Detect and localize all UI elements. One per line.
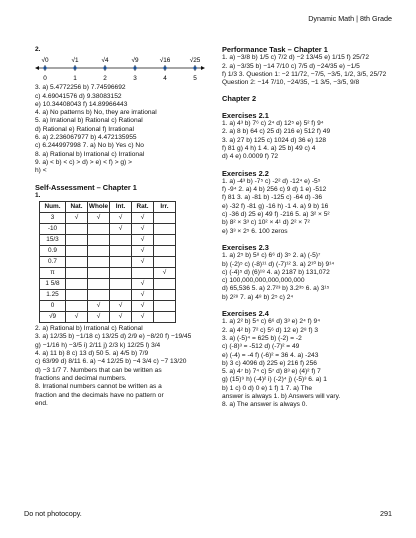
- numberline-root-labels: [41, 56, 200, 64]
- self-assessment-title: Self-Assessment – Chapter 1: [35, 183, 137, 192]
- table-cell: [154, 290, 176, 301]
- table-cell: √: [110, 224, 132, 235]
- answer-line: g) (15)⁹ h) (-4)² i) (-2)⁴ j) (-5)³ 6. a) 1: [222, 376, 327, 384]
- table-cell: [66, 279, 88, 290]
- exercise-title: Exercises 2.2: [222, 169, 269, 178]
- exercise-sections: [222, 104, 404, 410]
- numberline-tick-label: 1: [73, 75, 77, 83]
- table-cell: 15/3: [40, 235, 66, 246]
- answer-line: f) 1/3 3. Question 1: −2 11/72, −7/5, −3/5, 1/2, 3/5, 25/72: [222, 70, 387, 78]
- table-header-cell: Whole: [88, 202, 110, 213]
- table-cell: √: [154, 268, 176, 279]
- answer-line: 6. a) 2.236067977 b) 4.472135955: [35, 134, 137, 142]
- table-row: [40, 213, 176, 224]
- table-cell: [132, 268, 154, 279]
- table-cell: √: [110, 312, 132, 323]
- table-cell: √: [132, 235, 154, 246]
- answer-line: b) 8² × 3³ c) 10² × 4¹ d) 2² × 7²: [222, 219, 310, 227]
- question-2-answers: [35, 84, 209, 175]
- exercise-answers: [222, 318, 404, 409]
- table-cell: [154, 246, 176, 257]
- table-cell: [88, 235, 110, 246]
- table-cell: √: [132, 279, 154, 290]
- table-row: [40, 268, 176, 279]
- answer-line: 2. a) Rational b) Irrational c) Rational: [35, 325, 143, 333]
- answer-line: 1. a) 4³ b) 7⁶ c) 2⁴ d) 12⁵ e) 5² f) 9⁴: [222, 120, 324, 128]
- table-cell: [110, 279, 132, 290]
- answer-line: 2. a) 4² b) 7² c) 5⁶ d) 12 e) 2⁸ f) 3: [222, 326, 319, 334]
- table-cell: √: [66, 312, 88, 323]
- table-cell: 0.7: [40, 257, 66, 268]
- table-cell: [154, 235, 176, 246]
- answer-line: c) 63/99 d) 8/11 6. a) −4 12/25 b) −4 3/4 c) −7 13/20: [35, 358, 187, 366]
- exercise-title: Exercises 2.1: [222, 111, 269, 120]
- answer-line: 4. a) No patterns b) No, they are irrational: [35, 109, 157, 117]
- self-assessment-answers: [35, 325, 209, 408]
- numberline-tick-label: 3: [133, 75, 137, 83]
- table-cell: √: [132, 224, 154, 235]
- table-cell: [88, 279, 110, 290]
- answer-line: h) <: [35, 167, 47, 175]
- table-cell: [110, 246, 132, 257]
- table-cell: √: [132, 301, 154, 312]
- performance-task-answers: [222, 54, 404, 87]
- numberline-root-label: √4: [101, 57, 109, 65]
- table-cell: [66, 301, 88, 312]
- table-cell: √: [88, 301, 110, 312]
- table-cell: √: [88, 213, 110, 224]
- numberline-root-label: √16: [159, 57, 171, 65]
- table-cell: √: [88, 312, 110, 323]
- answer-line: c) (-8)³ = -512 d) (-7)² = 49: [222, 343, 300, 351]
- answer-line: 8. Irrational numbers cannot be written as a: [35, 383, 162, 391]
- table-cell: [66, 290, 88, 301]
- numberline-root-label: √1: [71, 57, 79, 65]
- exercise-answers: [222, 178, 404, 236]
- numberline-tick-label: 4: [163, 75, 167, 83]
- table-cell: [154, 257, 176, 268]
- table-cell: √: [132, 312, 154, 323]
- answer-line: e) -32 f) -81 g) -16 h) -1 4. a) 9 b) 16: [222, 202, 329, 210]
- answer-line: 1. a) 2⁵ b) 5⁸ c) 6⁶ d) 3⁵ 2. a) (-5)⁷: [222, 252, 321, 260]
- right-column: [222, 46, 404, 410]
- table-cell: √: [66, 213, 88, 224]
- table-row: [40, 312, 176, 323]
- answer-line: 2. a) 8 b) 64 c) 25 d) 216 e) 512 f) 49: [222, 128, 331, 136]
- page-header: Dynamic Math | 8th Grade: [308, 14, 392, 23]
- numberline-tick-label: 2: [103, 75, 107, 83]
- answer-line: b) 2²⁸ 7. a) 4⁸ b) 2⁵ c) 2⁴: [222, 293, 294, 301]
- answer-line: c) (-4)⁵ d) (6)¹⁸ 4. a) 2187 b) 131,072: [222, 268, 330, 276]
- table-row: [40, 246, 176, 257]
- footer-note: Do not photocopy.: [24, 509, 82, 518]
- answer-line: 1. a) −3/8 b) 1/5 c) 7/2 d) −2 13/45 e) 1/15 f) 25/72: [222, 54, 369, 62]
- table-cell: [88, 246, 110, 257]
- answer-line: answer is always 1. b) Answers will vary.: [222, 392, 341, 400]
- table-cell: [110, 257, 132, 268]
- performance-task-title: Performance Task – Chapter 1: [222, 46, 328, 54]
- table-row: [40, 301, 176, 312]
- answer-line: 9. a) < b) < c) > d) > e) < f) > g) >: [35, 158, 132, 166]
- table-cell: [66, 224, 88, 235]
- exercise-answers: [222, 120, 404, 161]
- table-cell: 0: [40, 301, 66, 312]
- answer-line: d) 4 e) 0.0009 f) 72: [222, 153, 279, 161]
- answer-line: b) 3 c) 4096 d) 225 e) 216 f) 256: [222, 359, 317, 367]
- answer-line: 5. a) 4⁷ b) 7⁴ c) 5⁷ d) 8³ e) (4)² f) 7: [222, 368, 321, 376]
- answer-line: fractions and decimal numbers.: [35, 374, 127, 382]
- answer-line: fraction and the decimals have no pattern or: [35, 391, 164, 399]
- number-classification-table: [39, 201, 176, 323]
- answer-line: 3. a) 5.4772256 b) 7.74596692: [35, 84, 126, 92]
- exercise-title: Exercises 2.3: [222, 243, 269, 252]
- table-cell: √: [132, 246, 154, 257]
- question-2-label: 2.: [35, 46, 41, 53]
- table-cell: [154, 213, 176, 224]
- table-header-cell: Int.: [110, 202, 132, 213]
- table-cell: √: [132, 257, 154, 268]
- answer-line: 5. a) Irrational b) Rational c) Rational: [35, 117, 143, 125]
- table-cell: [154, 279, 176, 290]
- table-row: [40, 224, 176, 235]
- numberline-tick-label: 5: [193, 75, 197, 83]
- exercise-title: Exercises 2.4: [222, 310, 269, 319]
- table-cell: -10: [40, 224, 66, 235]
- table-header-cell: Num.: [40, 202, 66, 213]
- table-row: [40, 279, 176, 290]
- answer-line: 3. a) 12/35 b) −1/18 c) 13/25 d) 2/9 e) −8/20 f) −19/45: [35, 333, 192, 341]
- table-cell: [110, 235, 132, 246]
- table-cell: [110, 268, 132, 279]
- answer-line: c) 6.244997998 7. a) No b) Yes c) No: [35, 142, 144, 150]
- exercise-answers: [222, 252, 404, 302]
- table-cell: [88, 224, 110, 235]
- answer-line: d) 65,536 5. a) 2.7²³ b) 3.2³⁵ 6. a) 3¹⁵: [222, 285, 330, 293]
- arrow-right-icon: [201, 66, 205, 70]
- table-row: [40, 290, 176, 301]
- answer-line: 3. a) 27 b) 125 c) 1024 d) 36 e) 128: [222, 136, 327, 144]
- table-header-row: [40, 202, 176, 213]
- numberline-root-label: √0: [41, 57, 49, 65]
- table-cell: [154, 312, 176, 323]
- arrow-left-icon: [35, 66, 39, 70]
- numberline-tick-label: 0: [43, 75, 47, 83]
- table-header-cell: Rat.: [132, 202, 154, 213]
- answer-line: e) 3³ × 2⁵ 6. 100 zeros: [222, 227, 288, 235]
- table-cell: [66, 268, 88, 279]
- table-cell: 1.25: [40, 290, 66, 301]
- answer-line: g) −1/16 h) −3/5 i) 2/11 j) 2/3 k) 12/25 l) 3/4: [35, 341, 161, 349]
- table-cell: 1 5/8: [40, 279, 66, 290]
- answer-line: f) 81 g) 4 h) 1 4. a) 25 b) 49 c) 4: [222, 144, 316, 152]
- answer-line: 1. a) 2² b) 5⁴ c) 6⁶ d) 3³ e) 2⁴ f) 9⁴: [222, 318, 321, 326]
- answer-line: f) 81 3. a) -81 b) -125 c) -64 d) -36: [222, 194, 323, 202]
- answer-line: c) 100,000,000,000,000,000: [222, 277, 305, 285]
- sa-question-1-label: 1.: [35, 191, 41, 199]
- numberline-tick-labels: [43, 75, 197, 82]
- table-cell: [66, 246, 88, 257]
- table-cell: [66, 235, 88, 246]
- number-line: [35, 54, 207, 84]
- answer-line: e) (-4) = -4 f) (-6)² = 36 4. a) -243: [222, 351, 319, 359]
- table-cell: [88, 257, 110, 268]
- table-header-cell: Irr.: [154, 202, 176, 213]
- answer-line: 8. a) Rational b) Irrational c) Irrational: [35, 150, 145, 158]
- answer-line: b) (-2)⁵ c) (-8)¹¹ d) (-7)¹² 3. a) 2¹⁰ b) 9¹⁴: [222, 260, 335, 268]
- table-cell: √9: [40, 312, 66, 323]
- answer-line: c) 4.69041576 d) 9.38083152: [35, 92, 122, 100]
- numberline-root-label: √9: [131, 57, 139, 65]
- numberline-root-label: √25: [189, 57, 201, 65]
- table-cell: 3: [40, 213, 66, 224]
- answer-line: 4. a) 11 b) 8 c) 13 d) 50 5. a) 4/5 b) 7/9: [35, 350, 149, 358]
- table-cell: [88, 268, 110, 279]
- answer-line: d) −3 1/7 7. Numbers that can be written as: [35, 366, 162, 374]
- answer-line: end.: [35, 399, 48, 407]
- table-row: [40, 257, 176, 268]
- answer-line: 8. a) The answer is always 0.: [222, 401, 308, 409]
- answer-line: e) 10.34408043 f) 14.89966443: [35, 100, 128, 108]
- table-cell: [154, 301, 176, 312]
- table-row: [40, 235, 176, 246]
- answer-line: f) -9⁴ 2. a) 4 b) 256 c) 9 d) 1 e) -512: [222, 186, 327, 194]
- table-cell: √: [132, 290, 154, 301]
- table-cell: √: [110, 301, 132, 312]
- table-header-cell: Nat.: [66, 202, 88, 213]
- answer-line: b) 1 c) 0 d) 0 e) 1 f) 1 7. a) The: [222, 384, 313, 392]
- table-cell: π: [40, 268, 66, 279]
- table-cell: [154, 224, 176, 235]
- answer-line: 3. a) (-5)⁴ = 625 b) (-2) = -2: [222, 334, 302, 342]
- answer-line: 2. a) −3/35 b) −14 7/10 c) 7/5 d) −24/35 e) −1/5: [222, 62, 360, 70]
- table-cell: √: [132, 213, 154, 224]
- left-column: [35, 46, 209, 408]
- answer-line: d) Rational e) Rational f) Irrational: [35, 125, 134, 133]
- table-cell: 0.9: [40, 246, 66, 257]
- answer-line: 1. a) -4³ b) -7⁵ c) -2² d) -12⁴ e) -5⁵: [222, 177, 321, 185]
- table-cell: [110, 290, 132, 301]
- table-cell: [88, 290, 110, 301]
- answer-line: c) -36 d) 25 e) 49 f) -216 5. a) 3² × 5²: [222, 211, 330, 219]
- table-cell: [66, 257, 88, 268]
- table-cell: √: [110, 213, 132, 224]
- page-number: 291: [380, 509, 392, 518]
- answer-line: Question 2: −14 7/10, −24/35, −1 3/5, −3/5, 9/8: [222, 79, 360, 87]
- chapter-2-title: Chapter 2: [222, 95, 257, 104]
